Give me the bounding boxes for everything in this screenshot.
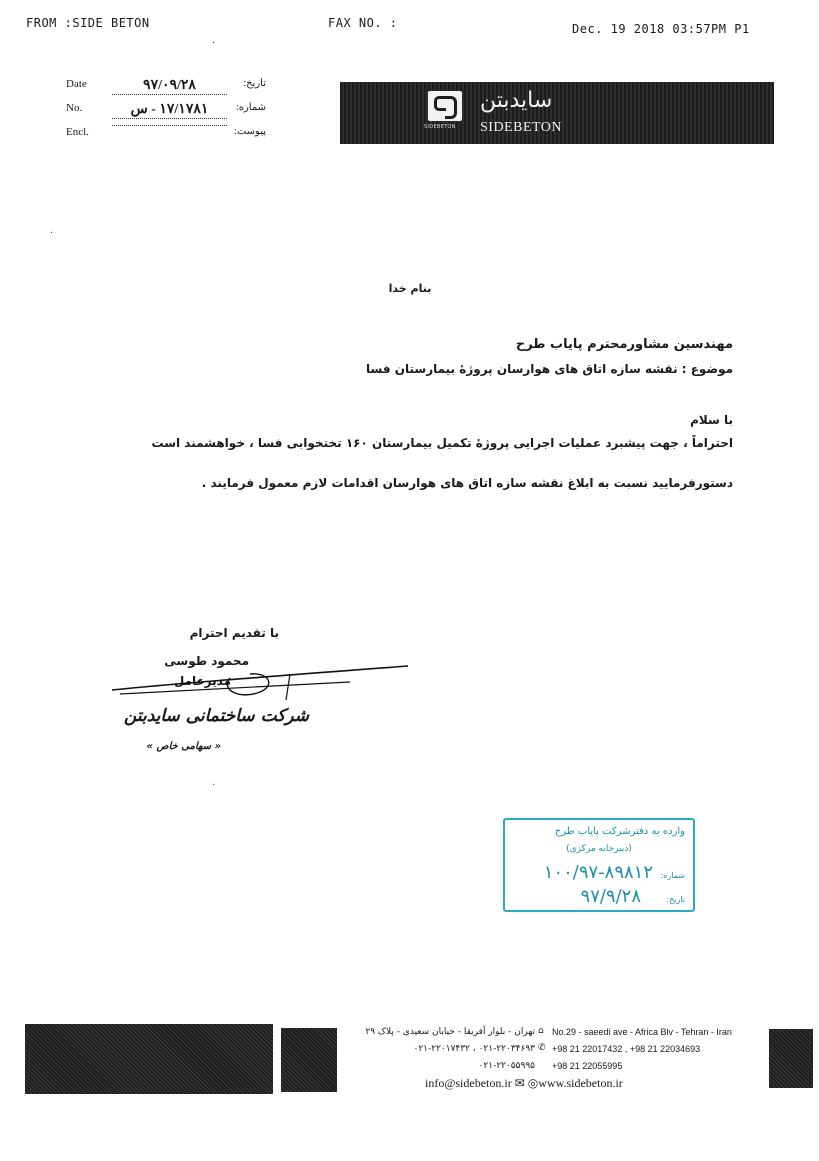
greeting: با سلام: [690, 413, 733, 427]
meta-date-label-en: Date: [66, 78, 87, 90]
received-stamp: [503, 818, 695, 912]
footer-phone-en: +98 21 22017432 , +98 21 22034693: [552, 1044, 701, 1054]
footer-address-en: No.29 - saeedi ave - Africa Blv - Tehran - Iran: [552, 1027, 732, 1037]
meta-number-value: ۱۷/۱۷۸۱ - س: [112, 101, 227, 119]
globe-icon: ◎: [527, 1076, 539, 1090]
footer-website[interactable]: www.sidebeton.ir: [538, 1076, 623, 1090]
meta-number-row: [66, 102, 266, 120]
home-icon: ⌂: [538, 1026, 544, 1036]
meta-number-label-en: No.: [66, 102, 83, 114]
company-name-fa: سایدبتن: [480, 88, 553, 113]
scan-mark: ·: [212, 38, 216, 49]
subject-line: موضوع : نقشه سازه اتاق های هوارسان پروژۀ بیمارستان فسا: [366, 362, 733, 376]
footer-texture-middle: [281, 1028, 337, 1092]
fax-from: FROM :SIDE BETON: [26, 16, 150, 30]
closing: با تقدیم احترام: [189, 626, 279, 640]
footer-fax-fa: ۰۲۱-۲۲۰۵۵۹۹۵: [478, 1061, 535, 1071]
company-type: « سهامی خاص »: [146, 741, 221, 752]
addressee: مهندسین مشاورمحترم پایاب طرح: [515, 337, 733, 352]
phone-icon: ✆: [538, 1043, 546, 1053]
fax-date-time: Dec. 19 2018 03:57PM P1: [572, 22, 750, 36]
bismillah: بنام خدا: [388, 282, 432, 295]
company-signature: شرکت ساختمانی سایدبتن: [123, 706, 309, 726]
stamp-number: ۱۰۰/۹۷-۸۹۸۱۲: [543, 862, 653, 883]
meta-enclosure-value: [112, 125, 227, 126]
body-line-1: احتراماً ، جهت پیشبرد عملیات اجرایی پروژۀ تکمیل بیمارستان ۱۶۰ تختخوابی فسا ، خواهشمند است: [151, 436, 733, 450]
meta-enclosure-row: [66, 126, 266, 144]
stamp-date: ۹۷/۹/۲۸: [580, 886, 641, 907]
meta-enclosure-label-en: Encl.: [66, 126, 89, 138]
signer-name: محمود طوسی: [164, 654, 249, 668]
stamp-title: وارده به دفترشرکت پایاب طرح: [554, 826, 685, 837]
meta-date-row: [66, 78, 266, 96]
meta-enclosure-label-fa: پیوست:: [234, 126, 266, 137]
footer-texture-right: [769, 1029, 813, 1088]
footer-address-fa: تهران - بلوار آفریقا - خیابان سعیدی - پلاک ۲۹: [365, 1027, 535, 1037]
letterhead-banner: [340, 82, 774, 144]
fax-header: [0, 14, 819, 34]
stamp-number-label: شماره:: [660, 871, 685, 880]
logo-small-text: SIDEBETON: [424, 124, 456, 130]
footer-email[interactable]: info@sidebeton.ir: [425, 1076, 512, 1090]
fax-number-label: FAX NO. :: [328, 16, 398, 30]
footer-fax-en: +98 21 22055995: [552, 1061, 623, 1071]
footer-contact: [425, 1076, 623, 1091]
email-icon: ✉: [514, 1076, 528, 1090]
footer-phone-fa: ۰۲۱-۲۲۰۱۷۴۳۲ ، ۰۲۱-۲۲۰۳۴۶۹۳: [413, 1044, 535, 1054]
logo-icon: [428, 91, 462, 121]
meta-date-value: ۹۷/۰۹/۲۸: [112, 77, 227, 95]
signer-title: مدیرعامل: [173, 674, 231, 688]
body-line-2: دستورفرمایید نسبت به ابلاغ نقشه سازه اتاق های هوارسان اقدامات لازم معمول فرمایند .: [201, 476, 733, 490]
meta-number-label-fa: شماره:: [235, 102, 266, 113]
stamp-subtitle: (دبیرخانه مرکزی): [566, 844, 632, 854]
stamp-date-label: تاریخ:: [666, 895, 685, 904]
company-name-en: SIDEBETON: [480, 120, 563, 135]
meta-date-label-fa: تاریخ:: [243, 78, 266, 89]
scan-mark: ·: [212, 780, 216, 791]
scan-mark: ·: [50, 228, 54, 239]
footer-texture-left: [25, 1024, 273, 1094]
